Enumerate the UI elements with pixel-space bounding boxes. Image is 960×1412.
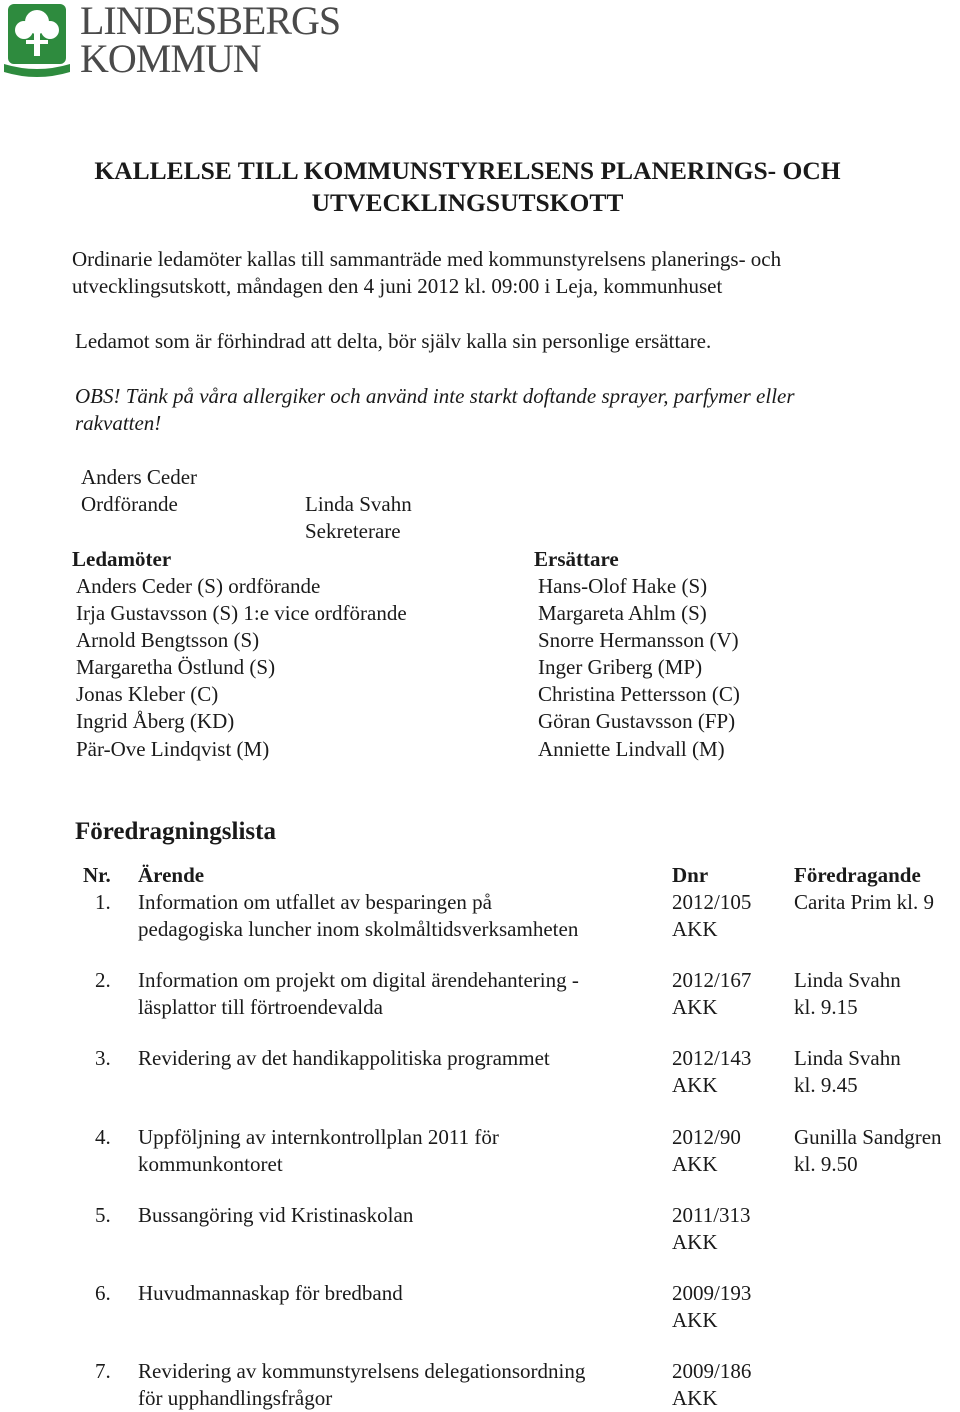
substitute-item: Christina Pettersson (C) (538, 682, 740, 706)
obs-note-line-2: rakvatten! (75, 411, 162, 435)
item-title-line-2: läsplattor till förtroendevalda (138, 995, 383, 1019)
substitute-item: Göran Gustavsson (FP) (538, 709, 736, 733)
item-title-line-1: Information om utfallet av besparingen på (138, 890, 492, 914)
document-title-line-1: KALLELSE TILL KOMMUNSTYRELSENS PLANERINGS- OCH (94, 156, 841, 185)
substitute-item: Inger Griberg (MP) (538, 655, 703, 679)
item-title-line-1: Information om projekt om digital ärendehantering - (138, 968, 579, 992)
member-item: Ingrid Åberg (KD) (76, 709, 235, 733)
member-item: Pär-Ove Lindqvist (M) (76, 737, 270, 761)
item-title-line-1: Revidering av det handikappolitiska programmet (138, 1046, 550, 1070)
item-title-line-2: kommunkontoret (138, 1152, 283, 1176)
item-nr: 1. (95, 890, 111, 914)
item-title-line-2: för upphandlingsfrågor (138, 1386, 333, 1410)
chair-name: Anders Ceder (81, 465, 198, 489)
substitute-item: Anniette Lindvall (M) (538, 737, 725, 761)
item-dnr: 2012/143 (672, 1046, 752, 1070)
absent-note: Ledamot som är förhindrad att delta, bör själv kalla sin personlige ersättare. (75, 329, 712, 353)
document-title-line-2: UTVECKLINGSUTSKOTT (311, 188, 624, 217)
item-dnr-unit: AKK (672, 1386, 718, 1410)
secretary-name: Linda Svahn (305, 492, 412, 516)
member-item: Jonas Kleber (C) (76, 682, 219, 706)
item-dnr-unit: AKK (672, 1152, 718, 1176)
secretary-role: Sekreterare (305, 519, 401, 543)
item-nr: 3. (95, 1046, 111, 1070)
item-title-line-2: pedagogiska luncher inom skolmåltidsverksamheten (138, 917, 579, 941)
item-time: kl. 9.15 (794, 995, 858, 1019)
item-dnr: 2012/90 (672, 1125, 741, 1149)
members-heading: Ledamöter (72, 547, 172, 571)
item-presenter: Linda Svahn (794, 1046, 901, 1070)
logo-line-2: KOMMUN (80, 36, 261, 81)
item-nr: 5. (95, 1203, 111, 1227)
item-presenter: Linda Svahn (794, 968, 901, 992)
item-time: kl. 9.45 (794, 1073, 858, 1097)
item-title-line-1: Uppföljning av internkontrollplan 2011 för (138, 1125, 499, 1149)
substitutes-heading: Ersättare (534, 547, 619, 571)
item-dnr-unit: AKK (672, 1230, 718, 1254)
member-item: Anders Ceder (S) ordförande (76, 574, 321, 598)
intro-line-1: Ordinarie ledamöter kallas till sammanträde med kommunstyrelsens planerings- och (72, 247, 782, 271)
item-dnr-unit: AKK (672, 1073, 718, 1097)
item-nr: 4. (95, 1125, 111, 1149)
member-item: Margaretha Östlund (S) (76, 655, 276, 679)
municipality-logo (2, 2, 362, 80)
obs-note-line-1: OBS! Tänk på våra allergiker och använd inte starkt doftande sprayer, parfymer eller (75, 384, 795, 408)
item-title-line-1: Bussangöring vid Kristinaskolan (138, 1203, 414, 1227)
intro-line-2: utvecklingsutskott, måndagen den 4 juni 2012 kl. 09:00 i Leja, kommunhuset (72, 274, 723, 298)
item-presenter: Carita Prim kl. 9 (794, 890, 934, 914)
item-presenter: Gunilla Sandgren (794, 1125, 942, 1149)
chair-role: Ordförande (81, 492, 178, 516)
col-header-dnr: Dnr (672, 863, 709, 887)
logo-line-1: LINDESBERGS (80, 0, 341, 43)
item-nr: 2. (95, 968, 111, 992)
item-title-line-1: Revidering av kommunstyrelsens delegationsordning (138, 1359, 586, 1383)
item-nr: 6. (95, 1281, 111, 1305)
item-nr: 7. (95, 1359, 111, 1383)
item-dnr: 2009/186 (672, 1359, 752, 1383)
item-title-line-1: Huvudmannaskap för bredband (138, 1281, 403, 1305)
member-item: Irja Gustavsson (S) 1:e vice ordförande (76, 601, 407, 625)
item-time: kl. 9.50 (794, 1152, 858, 1176)
item-dnr-unit: AKK (672, 995, 718, 1019)
item-dnr: 2011/313 (672, 1203, 751, 1227)
item-dnr: 2012/105 (672, 890, 752, 914)
item-dnr: 2012/167 (672, 968, 752, 992)
tree-emblem-icon (2, 2, 72, 80)
substitute-item: Margareta Ahlm (S) (538, 601, 707, 625)
col-header-nr: Nr. (83, 863, 111, 887)
col-header-arende: Ärende (138, 863, 205, 887)
item-dnr: 2009/193 (672, 1281, 752, 1305)
substitute-item: Snorre Hermansson (V) (538, 628, 739, 652)
agenda-heading: Föredragningslista (75, 818, 276, 845)
item-dnr-unit: AKK (672, 917, 718, 941)
member-item: Arnold Bengtsson (S) (76, 628, 260, 652)
col-header-foredragande: Föredragande (794, 863, 921, 887)
item-dnr-unit: AKK (672, 1308, 718, 1332)
substitute-item: Hans-Olof Hake (S) (538, 574, 708, 598)
